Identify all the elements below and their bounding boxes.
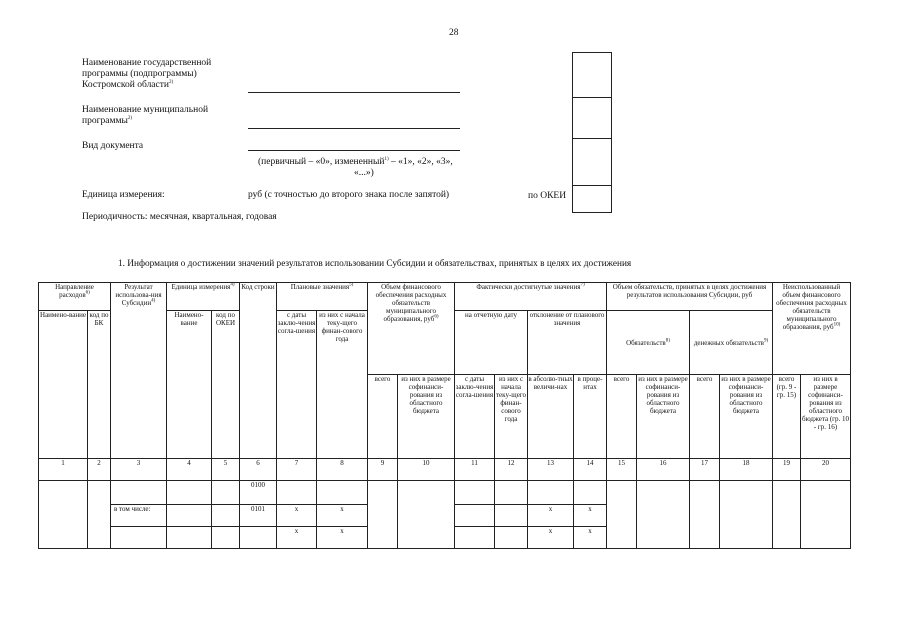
col-number: 2	[88, 459, 111, 481]
cell-fact-x: x	[528, 527, 574, 549]
cell-fin-cofin[interactable]	[398, 481, 455, 549]
subheader-obligations: Обязательств$^{8)}$	[607, 311, 690, 375]
cell-plan-x: x	[317, 527, 368, 549]
subheader-plan-from-year: из них с начала теку-щего финан-сового года	[317, 311, 368, 459]
cell-unit-okei[interactable]	[212, 505, 240, 527]
sub-fact-abs: в абсолю-тных величи-нах	[528, 375, 574, 459]
cell-unused-total[interactable]	[773, 481, 801, 549]
cell-plan-from-year[interactable]	[317, 481, 368, 505]
subheader-monetary: денежных обязательств$^{9)}$	[690, 311, 773, 375]
doc-type-field-line[interactable]	[248, 150, 460, 151]
col-number: 9	[368, 459, 398, 481]
col-number: 16	[637, 459, 690, 481]
subheader-name: Наимено-вание	[39, 311, 88, 459]
cell-fact-pct[interactable]	[574, 481, 607, 505]
cell-fact-from-year[interactable]	[495, 505, 528, 527]
col-number: 7	[277, 459, 317, 481]
col-number: 1	[39, 459, 88, 481]
cell-fact-from-year[interactable]	[495, 481, 528, 505]
sub-fin-cofin: из них в размере софинанси-рования из областного бюджета	[398, 375, 455, 459]
cell-monetary-cofin[interactable]	[720, 481, 773, 549]
doc-type-hint-line2: «...»)	[354, 168, 374, 178]
cell-unit-okei[interactable]	[212, 481, 240, 505]
municipal-label-line1: Наименование муниципальной	[82, 105, 209, 115]
cell-unit-name[interactable]	[167, 527, 212, 549]
cell-plan-from-date[interactable]	[277, 481, 317, 505]
cell-fact-from-date[interactable]	[455, 481, 495, 505]
page-number: 28	[449, 28, 459, 38]
col-number: 13	[528, 459, 574, 481]
sub-fact-from-year: из них с начала теку-щего финан-сового года	[495, 375, 528, 459]
sub-fact-pct: в проце-нтах	[574, 375, 607, 459]
doc-type-label: Вид документа	[82, 141, 144, 151]
col-number: 19	[773, 459, 801, 481]
municipal-label-line2: программы$^{2)}$	[82, 115, 133, 126]
cell-fact-x: x	[574, 505, 607, 527]
col-number: 8	[317, 459, 368, 481]
code-box-municipal[interactable]	[572, 97, 612, 139]
header-unit: Единица измерения$^{4)}$	[167, 283, 240, 311]
program-label-line3: Костромской области$^{2)}$	[82, 79, 174, 90]
col-number: 10	[398, 459, 455, 481]
cell-plan-x: x	[277, 505, 317, 527]
cell-unit-okei[interactable]	[212, 527, 240, 549]
subheader-deviation: отклонение от планового значения	[528, 311, 607, 375]
cell-result[interactable]	[111, 527, 167, 549]
doc-type-hint-line1: (первичный – «0», измененный$^{1)}$ – «1», «2», «3»,	[258, 156, 453, 167]
cell-unit-name[interactable]	[167, 481, 212, 505]
cell-monetary-total[interactable]	[690, 481, 720, 549]
cell-fact-x: x	[528, 505, 574, 527]
col-number: 12	[495, 459, 528, 481]
cell-oblig-total[interactable]	[607, 481, 637, 549]
unit-value: руб (с точностью до второго знака после запятой)	[248, 190, 450, 200]
code-box-okei[interactable]	[572, 185, 612, 213]
cell-code: 0100	[240, 481, 277, 505]
col-number: 4	[167, 459, 212, 481]
header-oblig: Объем обязательств, принятых в целях достижения результатов использования Субсидии, руб	[607, 283, 773, 311]
sub-oblig-total: всего	[607, 375, 637, 459]
col-number: 11	[455, 459, 495, 481]
header-code: Код строки	[240, 283, 277, 459]
program-field-line[interactable]	[248, 92, 460, 93]
code-box-doc-type[interactable]	[572, 138, 612, 186]
col-number: 15	[607, 459, 637, 481]
sub-monetary-total: всего	[690, 375, 720, 459]
municipal-field-line[interactable]	[248, 128, 460, 129]
cell-fact-from-date[interactable]	[455, 505, 495, 527]
cell-plan-x: x	[277, 527, 317, 549]
sub-monetary-cofin: из них в размере софинанси-рования из областного бюджета	[720, 375, 773, 459]
cell-plan-x: x	[317, 505, 368, 527]
header-direction: Направление расходов$^{6)}$	[39, 283, 111, 311]
col-number: 3	[111, 459, 167, 481]
okei-label: по ОКЕИ	[528, 191, 567, 201]
cell-code[interactable]	[240, 527, 277, 549]
cell-code: 0101	[240, 505, 277, 527]
sub-oblig-cofin: из них в размере софинанси-рования из областного бюджета	[637, 375, 690, 459]
program-label-line2: программы (подпрограммы)	[82, 69, 197, 79]
sub-unused-total: всего (гр. 9 - гр. 15)	[773, 375, 801, 459]
cell-result[interactable]	[111, 481, 167, 505]
subheader-reporting: на отчетную дату	[455, 311, 528, 375]
cell-fin-total[interactable]	[368, 481, 398, 549]
header-fin: Объем финансового обеспечения расходных обязательств муниципального образования, руб$^{6)}$	[368, 283, 455, 375]
sub-fin-total: всего	[368, 375, 398, 459]
cell-fact-x: x	[574, 527, 607, 549]
sub-fact-from-date: с даты заклю-чения согла-шения	[455, 375, 495, 459]
cell-direction-bk[interactable]	[88, 481, 111, 549]
cell-result-including: в том числе:	[111, 505, 167, 527]
header-fact: Фактически достигнутые значения$^{7)}$	[455, 283, 607, 311]
code-box-program[interactable]	[572, 52, 612, 98]
subheader-okei: код по ОКЕИ	[212, 311, 240, 459]
cell-fact-from-date[interactable]	[455, 527, 495, 549]
cell-oblig-cofin[interactable]	[637, 481, 690, 549]
results-table	[38, 282, 851, 549]
cell-fact-abs[interactable]	[528, 481, 574, 505]
cell-fact-from-year[interactable]	[495, 527, 528, 549]
program-label-line1: Наименование государственной	[82, 58, 212, 68]
subheader-unit-name: Наимено-вание	[167, 311, 212, 459]
col-number: 5	[212, 459, 240, 481]
section-title: 1. Информация о достижении значений результатов использовании Субсидии и обязательствах, принятых в целях их достижения	[118, 259, 632, 269]
col-number: 20	[801, 459, 851, 481]
unit-label: Единица измерения:	[82, 190, 165, 200]
sub-unused-cofin: из них в размере софинанси-рования из областного бюджета (гр. 10 - гр. 16)	[801, 375, 851, 459]
header-result: Результат использова-ния Субсидии$^{4)}$	[111, 283, 167, 459]
cell-unused-cofin[interactable]	[801, 481, 851, 549]
cell-direction-name[interactable]	[39, 481, 88, 549]
col-number: 14	[574, 459, 607, 481]
subheader-plan-from-date: с даты заклю-чения согла-шения	[277, 311, 317, 459]
periodicity: Периодичность: месячная, квартальная, годовая	[82, 212, 277, 222]
col-number: 17	[690, 459, 720, 481]
col-number: 18	[720, 459, 773, 481]
header-unused: Неиспользованный объем финансового обеспечения расходных обязательств муниципального образования, руб$^{10)}$	[773, 283, 851, 375]
cell-unit-name[interactable]	[167, 505, 212, 527]
header-plan: Плановые значения$^{5)}$	[277, 283, 368, 311]
col-number: 6	[240, 459, 277, 481]
subheader-bk: код по БК	[88, 311, 111, 459]
